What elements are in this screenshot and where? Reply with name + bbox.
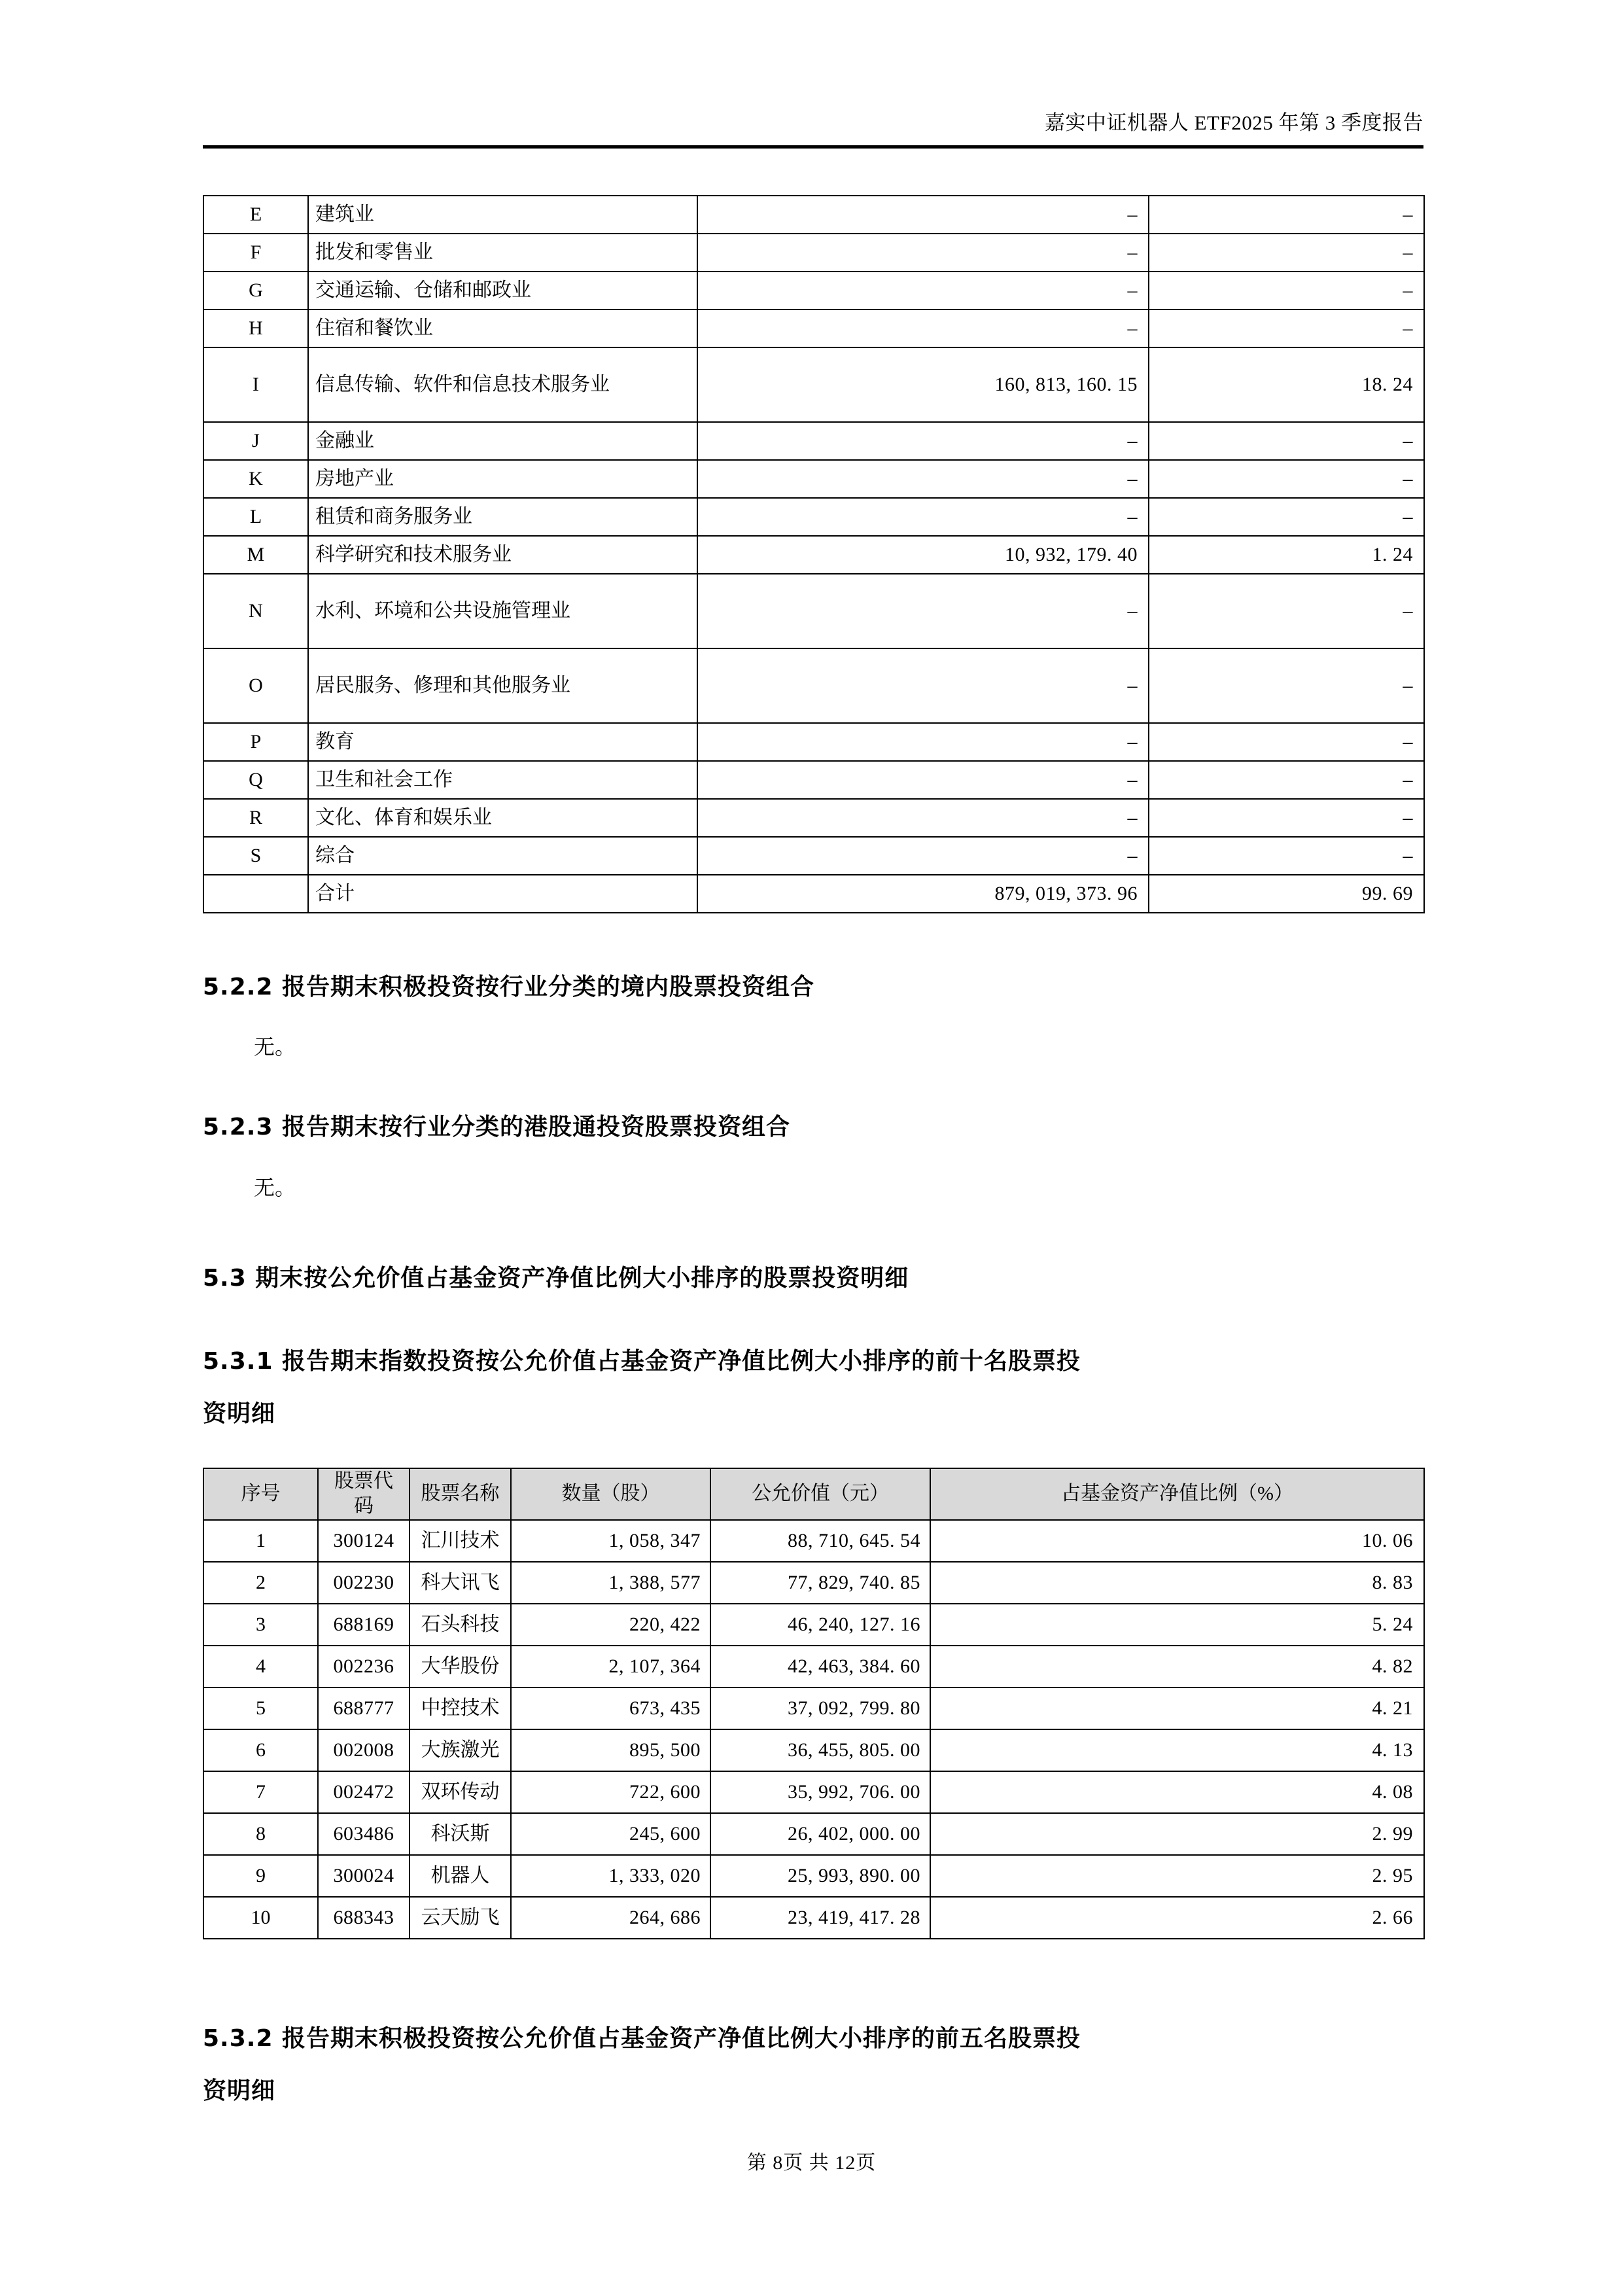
industry-code-cell: J xyxy=(203,422,308,460)
industry-fair-value-cell: – xyxy=(697,234,1149,272)
stock-nav-ratio-cell: 4. 13 xyxy=(930,1729,1424,1771)
industry-name-cell: 卫生和社会工作 xyxy=(308,761,697,799)
industry-code-cell: Q xyxy=(203,761,308,799)
heading-5-3-1-line2: 资明细 xyxy=(203,1400,276,1427)
col-header-nav-ratio: 占基金资产净值比例（%） xyxy=(930,1468,1424,1520)
stock-fair-value-cell: 46, 240, 127. 16 xyxy=(710,1604,930,1646)
stock-nav-ratio-cell: 4. 21 xyxy=(930,1687,1424,1729)
table-row xyxy=(203,234,1424,272)
stock-quantity-cell: 1, 333, 020 xyxy=(511,1855,710,1897)
stock-index-cell: 8 xyxy=(203,1813,318,1855)
industry-code-cell: P xyxy=(203,723,308,761)
body-5-2-2: 无。 xyxy=(254,1035,296,1059)
table-row xyxy=(203,723,1424,761)
col-header-index: 序号 xyxy=(203,1468,318,1520)
top-ten-stock-table xyxy=(203,1468,1425,1939)
industry-fair-value-cell: – xyxy=(697,723,1149,761)
stock-fair-value-cell: 25, 993, 890. 00 xyxy=(710,1855,930,1897)
stock-code-cell: 300024 xyxy=(318,1855,410,1897)
industry-code-cell: N xyxy=(203,574,308,648)
stock-name-cell: 机器人 xyxy=(410,1855,511,1897)
table-row xyxy=(203,799,1424,837)
table-row xyxy=(203,196,1424,234)
body-5-2-3: 无。 xyxy=(254,1176,296,1199)
heading-5-3-1-line1: 5.3.1 报告期末指数投资按公允价值占基金资产净值比例大小排序的前十名股票投 xyxy=(203,1348,1081,1375)
col-header-stock-name: 股票名称 xyxy=(410,1468,511,1520)
industry-name-cell: 文化、体育和娱乐业 xyxy=(308,799,697,837)
industry-fair-value-cell: – xyxy=(697,648,1149,723)
stock-nav-ratio-cell: 2. 99 xyxy=(930,1813,1424,1855)
stock-name-cell: 云天励飞 xyxy=(410,1897,511,1939)
industry-code-cell: L xyxy=(203,498,308,536)
stock-quantity-cell: 2, 107, 364 xyxy=(511,1646,710,1687)
table-row xyxy=(203,1604,1424,1646)
industry-fair-value-cell: 10, 932, 179. 40 xyxy=(697,536,1149,574)
industry-fair-value-cell: – xyxy=(697,309,1149,347)
stock-fair-value-cell: 26, 402, 000. 00 xyxy=(710,1813,930,1855)
industry-code-cell: F xyxy=(203,234,308,272)
stock-code-cell: 688777 xyxy=(318,1687,410,1729)
stock-quantity-cell: 1, 388, 577 xyxy=(511,1562,710,1604)
industry-code-cell: E xyxy=(203,196,308,234)
running-header-title: 嘉实中证机器人 ETF2025 年第 3 季度报告 xyxy=(1044,111,1423,134)
industry-fair-value-cell: – xyxy=(697,196,1149,234)
stock-quantity-cell: 673, 435 xyxy=(511,1687,710,1729)
heading-5-2-2: 5.2.2 报告期末积极投资按行业分类的境内股票投资组合 xyxy=(203,974,815,1000)
industry-fair-value-cell: – xyxy=(697,761,1149,799)
industry-code-cell: I xyxy=(203,347,308,422)
table-row xyxy=(203,1855,1424,1897)
stock-name-cell: 科沃斯 xyxy=(410,1813,511,1855)
industry-fair-value-cell: – xyxy=(697,498,1149,536)
industry-name-cell: 综合 xyxy=(308,837,697,875)
stock-code-cell: 002230 xyxy=(318,1562,410,1604)
table-row xyxy=(203,1813,1424,1855)
industry-name-cell: 合计 xyxy=(308,875,697,913)
stock-fair-value-cell: 35, 992, 706. 00 xyxy=(710,1771,930,1813)
stock-fair-value-cell: 36, 455, 805. 00 xyxy=(710,1729,930,1771)
industry-classification-table xyxy=(203,195,1425,913)
industry-nav-ratio-cell: 18. 24 xyxy=(1149,347,1424,422)
industry-code-cell: O xyxy=(203,648,308,723)
stock-code-cell: 603486 xyxy=(318,1813,410,1855)
stock-name-cell: 中控技术 xyxy=(410,1687,511,1729)
industry-name-cell: 水利、环境和公共设施管理业 xyxy=(308,574,697,648)
stock-table-header-row xyxy=(203,1468,1424,1520)
industry-code-cell: H xyxy=(203,309,308,347)
stock-index-cell: 7 xyxy=(203,1771,318,1813)
table-row xyxy=(203,837,1424,875)
table-row xyxy=(203,1646,1424,1687)
industry-fair-value-cell: – xyxy=(697,460,1149,498)
table-row xyxy=(203,1520,1424,1562)
industry-code-cell xyxy=(203,875,308,913)
stock-nav-ratio-cell: 2. 66 xyxy=(930,1897,1424,1939)
table-row xyxy=(203,1562,1424,1604)
stock-code-cell: 688169 xyxy=(318,1604,410,1646)
table-row xyxy=(203,309,1424,347)
table-row xyxy=(203,1897,1424,1939)
industry-table-body xyxy=(203,196,1424,913)
industry-nav-ratio-cell: – xyxy=(1149,234,1424,272)
stock-fair-value-cell: 23, 419, 417. 28 xyxy=(710,1897,930,1939)
industry-name-cell: 金融业 xyxy=(308,422,697,460)
industry-name-cell: 批发和零售业 xyxy=(308,234,697,272)
stock-index-cell: 2 xyxy=(203,1562,318,1604)
stock-index-cell: 9 xyxy=(203,1855,318,1897)
stock-fair-value-cell: 42, 463, 384. 60 xyxy=(710,1646,930,1687)
industry-fair-value-cell: – xyxy=(697,422,1149,460)
table-row xyxy=(203,1771,1424,1813)
industry-nav-ratio-cell: – xyxy=(1149,648,1424,723)
stock-quantity-cell: 722, 600 xyxy=(511,1771,710,1813)
table-row xyxy=(203,648,1424,723)
industry-nav-ratio-cell: 1. 24 xyxy=(1149,536,1424,574)
stock-quantity-cell: 895, 500 xyxy=(511,1729,710,1771)
industry-name-cell: 信息传输、软件和信息技术服务业 xyxy=(308,347,697,422)
stock-index-cell: 3 xyxy=(203,1604,318,1646)
stock-index-cell: 4 xyxy=(203,1646,318,1687)
industry-nav-ratio-cell: – xyxy=(1149,309,1424,347)
industry-fair-value-cell: – xyxy=(697,837,1149,875)
col-header-quantity: 数量（股） xyxy=(511,1468,710,1520)
stock-index-cell: 10 xyxy=(203,1897,318,1939)
industry-nav-ratio-cell: 99. 69 xyxy=(1149,875,1424,913)
stock-name-cell: 石头科技 xyxy=(410,1604,511,1646)
industry-nav-ratio-cell: – xyxy=(1149,460,1424,498)
industry-name-cell: 租赁和商务服务业 xyxy=(308,498,697,536)
industry-name-cell: 交通运输、仓储和邮政业 xyxy=(308,272,697,309)
industry-name-cell: 房地产业 xyxy=(308,460,697,498)
stock-fair-value-cell: 88, 710, 645. 54 xyxy=(710,1520,930,1562)
industry-fair-value-cell: – xyxy=(697,574,1149,648)
industry-nav-ratio-cell: – xyxy=(1149,761,1424,799)
stock-nav-ratio-cell: 4. 08 xyxy=(930,1771,1424,1813)
stock-index-cell: 5 xyxy=(203,1687,318,1729)
industry-code-cell: G xyxy=(203,272,308,309)
industry-name-cell: 住宿和餐饮业 xyxy=(308,309,697,347)
industry-nav-ratio-cell: – xyxy=(1149,799,1424,837)
stock-nav-ratio-cell: 10. 06 xyxy=(930,1520,1424,1562)
stock-code-cell: 688343 xyxy=(318,1897,410,1939)
stock-nav-ratio-cell: 4. 82 xyxy=(930,1646,1424,1687)
industry-nav-ratio-cell: – xyxy=(1149,837,1424,875)
industry-code-cell: S xyxy=(203,837,308,875)
industry-name-cell: 教育 xyxy=(308,723,697,761)
stock-name-cell: 大族激光 xyxy=(410,1729,511,1771)
stock-name-cell: 大华股份 xyxy=(410,1646,511,1687)
industry-code-cell: M xyxy=(203,536,308,574)
industry-name-cell: 科学研究和技术服务业 xyxy=(308,536,697,574)
stock-name-cell: 科大讯飞 xyxy=(410,1562,511,1604)
header-rule xyxy=(203,145,1423,149)
industry-name-cell: 建筑业 xyxy=(308,196,697,234)
stock-quantity-cell: 1, 058, 347 xyxy=(511,1520,710,1562)
table-row xyxy=(203,1687,1424,1729)
industry-fair-value-cell: – xyxy=(697,272,1149,309)
industry-nav-ratio-cell: – xyxy=(1149,196,1424,234)
industry-nav-ratio-cell: – xyxy=(1149,272,1424,309)
table-row xyxy=(203,460,1424,498)
table-row xyxy=(203,422,1424,460)
industry-fair-value-cell: 879, 019, 373. 96 xyxy=(697,875,1149,913)
stock-code-cell: 002472 xyxy=(318,1771,410,1813)
table-row xyxy=(203,875,1424,913)
table-row xyxy=(203,536,1424,574)
industry-code-cell: R xyxy=(203,799,308,837)
stock-name-cell: 双环传动 xyxy=(410,1771,511,1813)
table-row xyxy=(203,574,1424,648)
stock-code-cell: 300124 xyxy=(318,1520,410,1562)
table-row xyxy=(203,347,1424,422)
heading-5-3: 5.3 期末按公允价值占基金资产净值比例大小排序的股票投资明细 xyxy=(203,1265,909,1292)
table-row xyxy=(203,1729,1424,1771)
heading-5-3-2-line1: 5.3.2 报告期末积极投资按公允价值占基金资产净值比例大小排序的前五名股票投 xyxy=(203,2025,1081,2052)
industry-fair-value-cell: – xyxy=(697,799,1149,837)
industry-nav-ratio-cell: – xyxy=(1149,574,1424,648)
industry-nav-ratio-cell: – xyxy=(1149,422,1424,460)
table-row xyxy=(203,498,1424,536)
stock-fair-value-cell: 37, 092, 799. 80 xyxy=(710,1687,930,1729)
stock-nav-ratio-cell: 8. 83 xyxy=(930,1562,1424,1604)
stock-quantity-cell: 245, 600 xyxy=(511,1813,710,1855)
industry-fair-value-cell: 160, 813, 160. 15 xyxy=(697,347,1149,422)
stock-quantity-cell: 220, 422 xyxy=(511,1604,710,1646)
stock-fair-value-cell: 77, 829, 740. 85 xyxy=(710,1562,930,1604)
heading-5-2-3: 5.2.3 报告期末按行业分类的港股通投资股票投资组合 xyxy=(203,1114,791,1140)
stock-nav-ratio-cell: 2. 95 xyxy=(930,1855,1424,1897)
stock-index-cell: 1 xyxy=(203,1520,318,1562)
stock-nav-ratio-cell: 5. 24 xyxy=(930,1604,1424,1646)
stock-code-cell: 002236 xyxy=(318,1646,410,1687)
col-header-fair-value: 公允价值（元） xyxy=(710,1468,930,1520)
stock-name-cell: 汇川技术 xyxy=(410,1520,511,1562)
page-number-footer: 第 8页 共 12页 xyxy=(746,2152,877,2174)
industry-nav-ratio-cell: – xyxy=(1149,723,1424,761)
industry-nav-ratio-cell: – xyxy=(1149,498,1424,536)
industry-name-cell: 居民服务、修理和其他服务业 xyxy=(308,648,697,723)
stock-quantity-cell: 264, 686 xyxy=(511,1897,710,1939)
heading-5-3-2-line2: 资明细 xyxy=(203,2077,276,2104)
industry-code-cell: K xyxy=(203,460,308,498)
table-row xyxy=(203,272,1424,309)
stock-table-body xyxy=(203,1520,1424,1939)
stock-code-cell: 002008 xyxy=(318,1729,410,1771)
stock-index-cell: 6 xyxy=(203,1729,318,1771)
table-row xyxy=(203,761,1424,799)
col-header-stock-code: 股票代码 xyxy=(318,1468,410,1520)
